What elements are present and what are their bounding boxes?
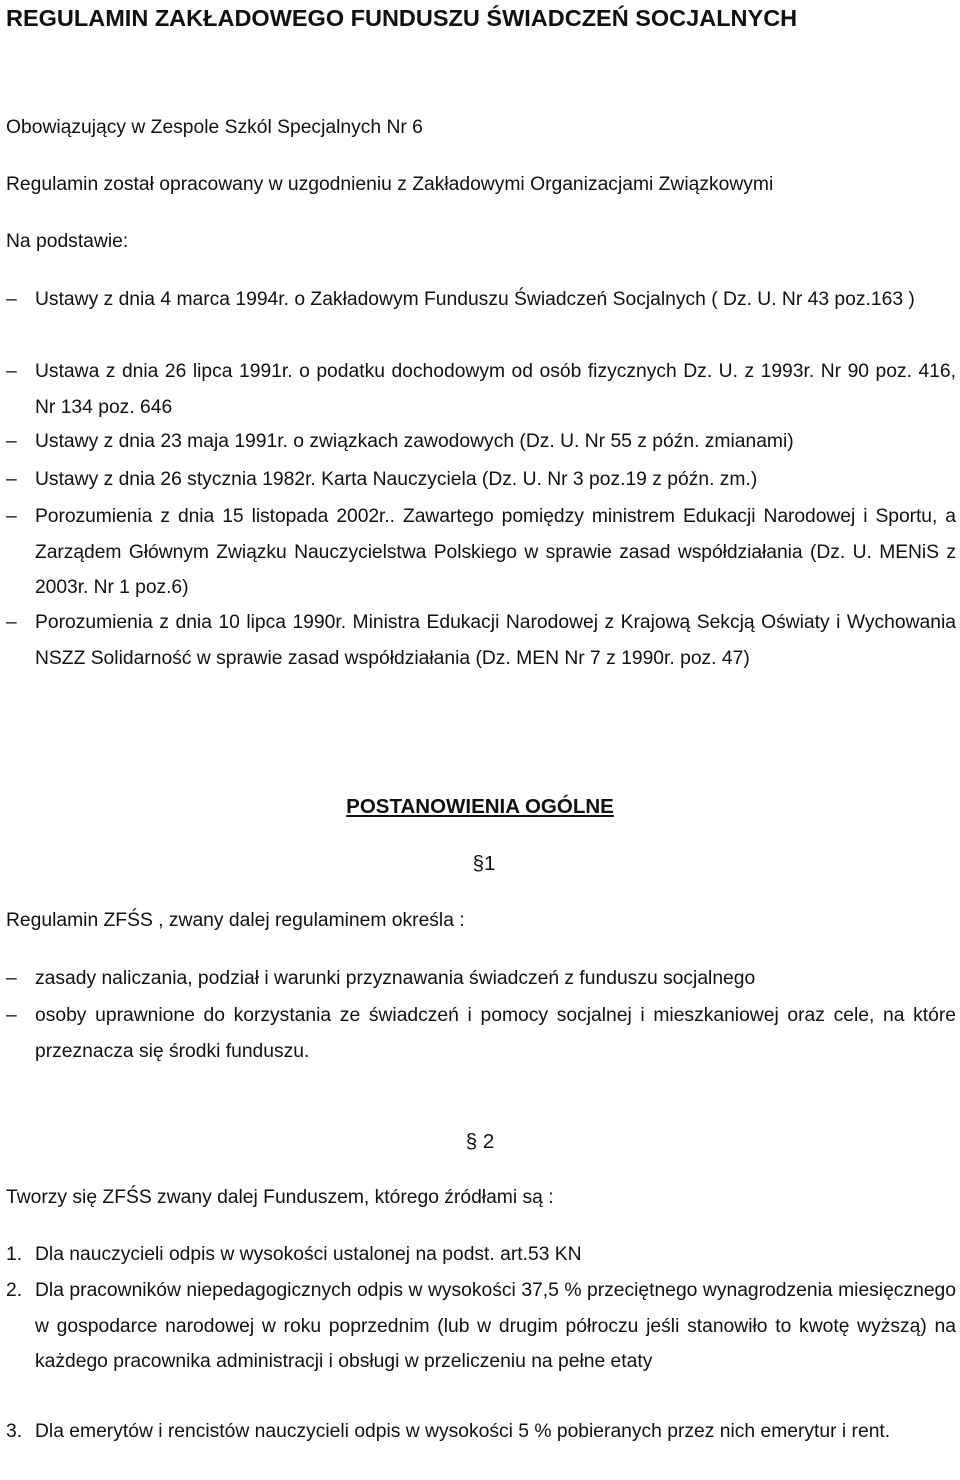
intro-applies-line: Obowiązujący w Zespole Szkól Specjalnych Nr 6	[6, 117, 423, 138]
dash-bullet: –	[6, 289, 17, 310]
legal-basis-text: Porozumienia z dnia 10 lipca 1990r. Ministra Edukacji Narodowej z Krajową Sekcją Oświaty i Wychowania NSZZ Solidarność w sprawie zasad współdziałania (Dz. MEN Nr 7 z 1990r. poz. 47)	[35, 612, 956, 669]
legal-basis-text: Ustawy z dnia 26 stycznia 1982r. Karta Nauczyciela (Dz. U. Nr 3 poz.19 z późn. zm.)	[35, 469, 758, 490]
item-number: 1.	[6, 1244, 23, 1265]
legal-basis-text: Porozumienia z dnia 15 listopada 2002r.. Zawartego pomiędzy ministrem Edukacji Narodowej i Sportu, a Zarządem Głównym Związku Nauczycielstwa Polskiego w sprawie zasad współdziałania (Dz. U. MENiS z 2003r. Nr 1 poz.6)	[35, 506, 956, 598]
paragraph-2-item	[6, 1237, 956, 1273]
item-number: 3.	[6, 1421, 23, 1442]
dash-bullet: –	[6, 1005, 17, 1026]
intro-agreement-line: Regulamin został opracowany w uzgodnieniu z Zakładowymi Organizacjami Związkowymi	[6, 174, 774, 195]
dash-bullet: –	[6, 968, 17, 989]
intro-basis-line: Na podstawie:	[6, 231, 129, 252]
legal-basis-text: Ustawa z dnia 26 lipca 1991r. o podatku dochodowym od osób fizycznych Dz. U. z 1993r. Nr 90 poz. 416, Nr 134 poz. 646	[35, 361, 956, 418]
section-general-heading: POSTANOWIENIA OGÓLNE	[346, 795, 614, 818]
paragraph-2-mark: § 2	[465, 1130, 495, 1153]
legal-basis-item	[6, 499, 956, 606]
paragraph-1-item-text: zasady naliczania, podział i warunki przyznawania świadczeń z funduszu socjalnego	[35, 968, 756, 989]
legal-basis-item	[6, 462, 956, 498]
paragraph-1-item	[6, 998, 956, 1069]
dash-bullet: –	[6, 506, 17, 527]
dash-bullet: –	[6, 361, 17, 382]
legal-basis-item	[6, 605, 956, 676]
paragraph-2-item-text: Dla pracowników niepedagogicznych odpis w wysokości 37,5 % przeciętnego wynagrodzenia miesięcznego w gospodarce narodowej w roku poprzednim (lub w drugim półroczu jeśli stanowiło to kwotę wyższą) na każdego pracownika administracji i obsługi w przeliczeniu na pełne etaty	[35, 1280, 956, 1372]
paragraph-2-item-text: Dla nauczycieli odpis w wysokości ustalonej na podst. art.53 KN	[35, 1244, 582, 1265]
paragraph-1-lead: Regulamin ZFŚS , zwany dalej regulaminem określa :	[6, 910, 465, 931]
legal-basis-text: Ustawy z dnia 23 maja 1991r. o związkach zawodowych (Dz. U. Nr 55 z późn. zmianami)	[35, 431, 794, 452]
paragraph-1-mark: §1	[472, 852, 496, 875]
dash-bullet: –	[6, 612, 17, 633]
dash-bullet: –	[6, 431, 17, 452]
paragraph-2-lead: Tworzy się ZFŚS zwany dalej Funduszem, którego źródłami są :	[6, 1187, 554, 1208]
legal-basis-item	[6, 282, 956, 318]
paragraph-1-item-text: osoby uprawnione do korzystania ze świadczeń i pomocy socjalnej i mieszkaniowej oraz cele, na które przeznacza się środki funduszu.	[35, 1005, 956, 1062]
document-title: REGULAMIN ZAKŁADOWEGO FUNDUSZU ŚWIADCZEŃ SOCJALNYCH	[6, 5, 798, 31]
dash-bullet: –	[6, 469, 17, 490]
paragraph-2-item	[6, 1414, 956, 1450]
paragraph-2-item	[6, 1273, 956, 1380]
item-number: 2.	[6, 1280, 23, 1301]
legal-basis-item	[6, 424, 956, 460]
legal-basis-item	[6, 354, 956, 425]
paragraph-2-item-text: Dla emerytów i rencistów nauczycieli odpis w wysokości 5 % pobieranych przez nich emerytur i rent.	[35, 1421, 891, 1442]
legal-basis-text: Ustawy z dnia 4 marca 1994r. o Zakładowym Funduszu Świadczeń Socjalnych ( Dz. U. Nr 43 poz.163 )	[35, 289, 915, 310]
paragraph-1-item	[6, 961, 956, 997]
